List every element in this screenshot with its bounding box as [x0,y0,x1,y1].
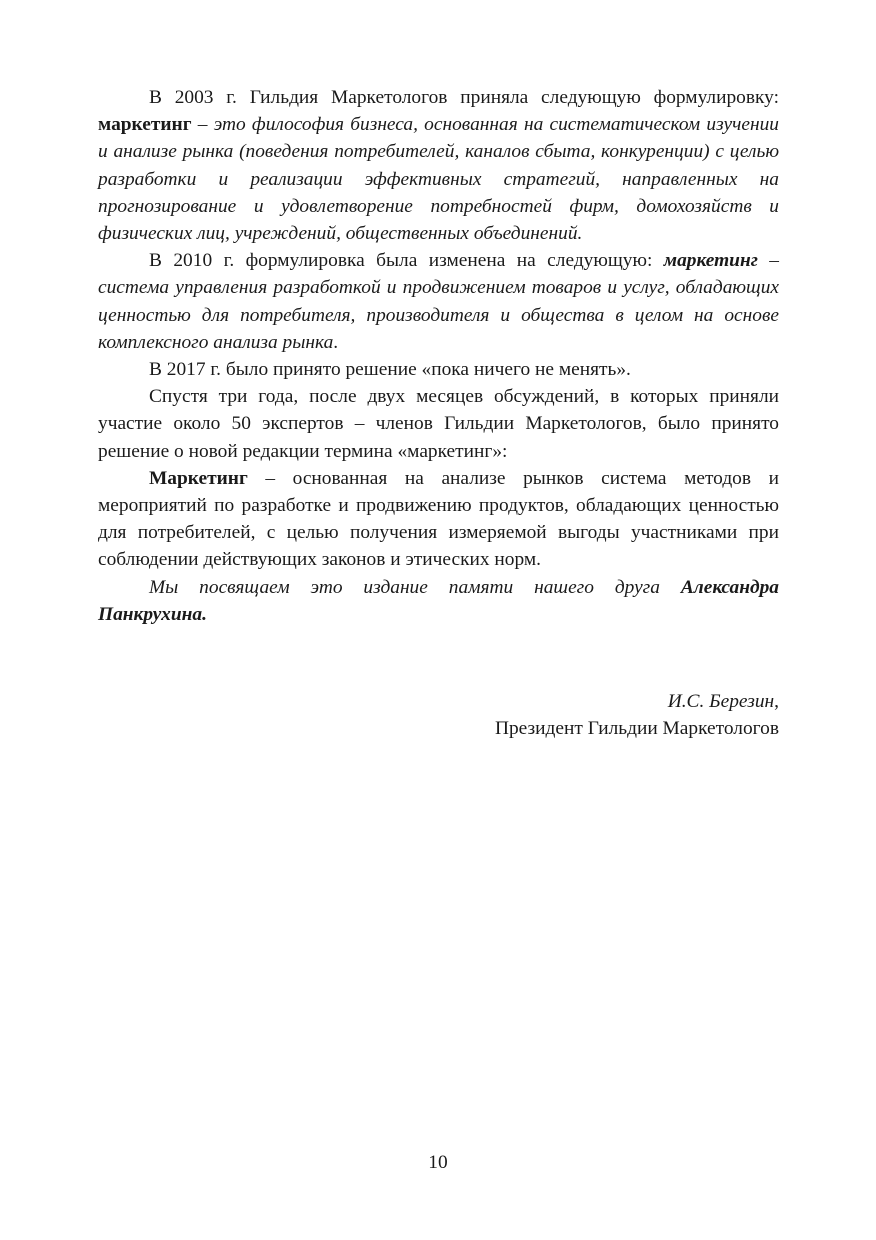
definition-2003: это философия бизнеса, основанная на систематическом изучении и анализе рынка (поведения потребителей, каналов сбыта, конкуренции) с целью разработки и реализации эффективных стратегий, направленных на прогнозирование и удовлетворение потребностей фирм, домохозяйств и физических лиц, учреждений, общественных объединений. [98,114,779,245]
dedication-name: Александра Панкрухина. [98,576,779,625]
definition-2010: – система управления разработкой и продвижением товаров и услуг, обладающих ценностью для потребителя, производителя и общества в целом на основе комплексного анализа рынка [98,250,779,353]
paragraph-2003-intro: В 2003 г. Гильдия Маркетологов приняла следующую формулировку: [149,87,779,108]
definition-new: – основанная на анализе рынков система методов и мероприятий по разработке и продвижению продуктов, обладающих ценностью для потребителей, с целью получения измеряемой выгоды участниками при соблюдении действующих законов и этических норм. [98,467,779,571]
paragraph-2003-dash: – [191,114,214,136]
paragraph-2017: В 2017 г. было принято решение «пока ничего не менять». [149,359,631,381]
paragraph-2010-intro: В 2010 г. формулировка была изменена на следующую: [149,250,664,272]
signature-comma: , [774,691,779,712]
paragraph-2010 [98,247,779,356]
main-text [98,84,779,628]
page-number: 10 [428,1152,448,1173]
paragraph-2010-end: . [333,331,339,353]
dedication [98,574,779,628]
signature [495,688,779,742]
term-marketing-2010: маркетинг [663,250,758,272]
term-marketing-new: Маркетинг [149,467,248,489]
signature-name-line [495,688,779,715]
paragraph-experts: Спустя три года, после двух месяцев обсуждений, в которых приняли участие около 50 экспертов – членов Гильдии Маркетологов, было принято решение о новой редакции термина «маркетинг»: [98,386,779,462]
dedication-text: Мы посвящаем это издание памяти нашего друга [149,576,681,598]
signature-name: И.С. Березин [667,691,775,712]
term-marketing-2003: маркетинг [98,114,192,136]
paragraph-2003 [98,84,779,247]
paragraph-definition [98,465,779,574]
signature-title: Президент Гильдии Маркетологов [494,718,779,740]
